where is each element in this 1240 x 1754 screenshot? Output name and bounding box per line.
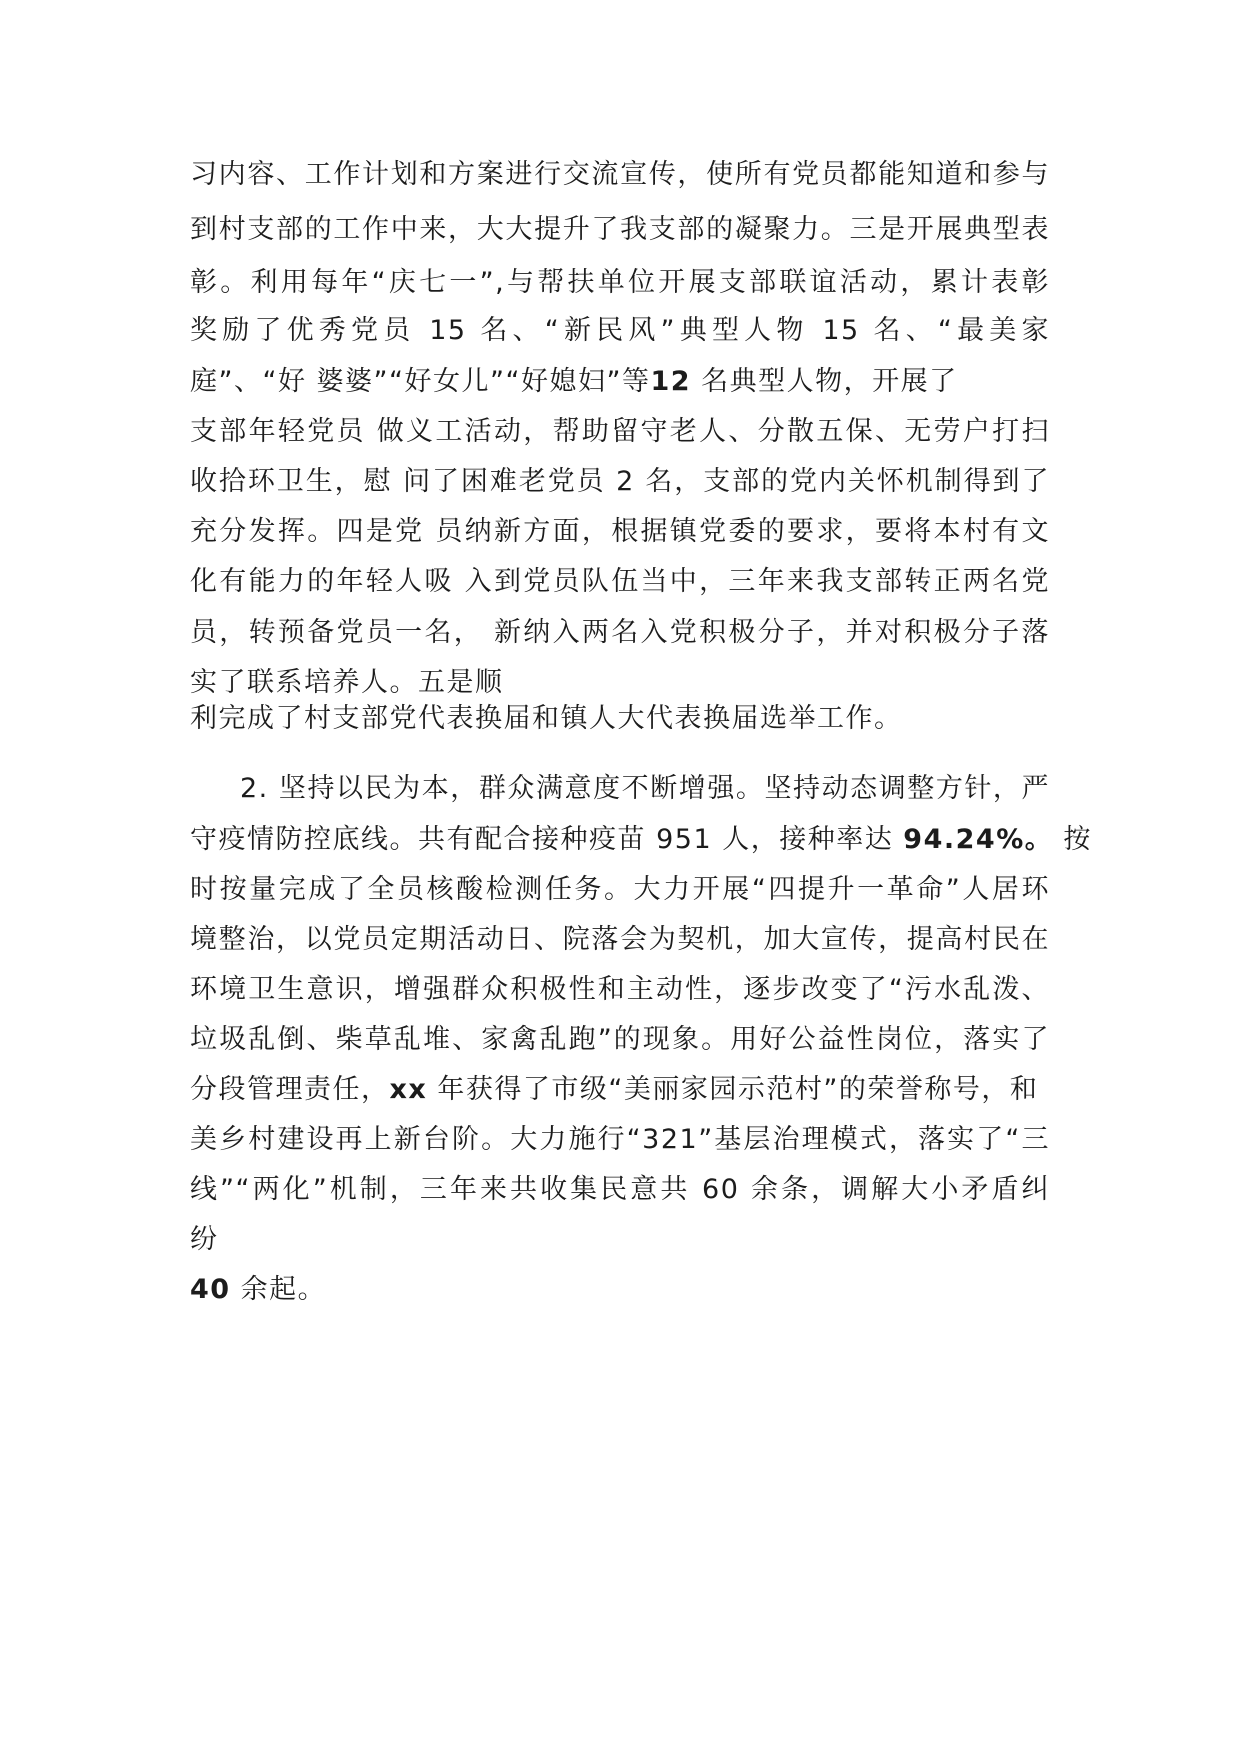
text-line: 实了联系培养人。五是顺 (190, 667, 504, 698)
text-line (190, 1073, 1050, 1107)
text-line: 环境卫生意识，增强群众积极性和主动性，逐步改变了“污水乱泼、 (190, 974, 1050, 1005)
text-run: 守疫情防控底线。共有配合接种疫苗 951 人，接种率达 (190, 824, 894, 855)
bold-number: 12 (650, 366, 692, 397)
text-run: 分段管理责任， (190, 1074, 390, 1105)
text-line: 员，转预备党员一名， 新纳入两名入党积极分子，并对积极分子落 (190, 617, 1050, 648)
text-line: 化有能力的年轻人吸 入到党员队伍当中，三年来我支部转正两名党 (190, 566, 1050, 597)
text-line: 纷 (190, 1224, 219, 1255)
text-line: 时按量完成了全员核酸检测任务。大力开展“四提升一革命”人居环 (190, 874, 1050, 905)
text-line: 垃圾乱倒、柴草乱堆、家禽乱跑”的现象。用好公益性岗位，落实了 (190, 1024, 1050, 1055)
text-run: 年获得了市级“美丽家园示范村”的荣誉称号，和 (427, 1074, 1039, 1105)
text-line: 线”“两化”机制，三年来共收集民意共 60 余条，调解大小矛盾纠 (190, 1174, 1050, 1205)
text-line: 彰。利用每年“庆七一”,与帮扶单位开展支部联谊活动，累计表彰 (190, 267, 1050, 298)
text-run: 按 (1053, 824, 1092, 855)
bold-percentage: 94.24%。 (903, 824, 1054, 855)
bold-text: xx (389, 1074, 428, 1105)
bold-number: 40 (190, 1274, 231, 1305)
text-line: 收拾环卫生，慰 问了困难老党员 2 名，支部的党内关怀机制得到了 (190, 466, 1050, 497)
text-line (190, 1273, 1050, 1307)
text-line: 美乡村建设再上新台阶。大力施行“321”基层治理模式，落实了“三 (190, 1124, 1050, 1155)
text-line: 奖励了优秀党员 15 名、“新民风”典型人物 15 名、“最美家 (190, 315, 1050, 346)
text-line: 充分发挥。四是党 员纳新方面，根据镇党委的要求，要将本村有文 (190, 516, 1050, 547)
text-run: 余起。 (230, 1274, 327, 1305)
text-run: 庭”、“好 婆婆”“好女儿”“好媳妇”等 (190, 366, 651, 397)
text-line: 利完成了村支部党代表换届和镇人大代表换届选举工作。 (190, 703, 903, 734)
text-run: 名典型人物，开展了 (691, 366, 958, 397)
text-line: 支部年轻党员 做义工活动，帮助留守老人、分散五保、无劳户打扫 (190, 416, 1050, 447)
text-line: 习内容、工作计划和方案进行交流宣传，使所有党员都能知道和参与 (190, 159, 1050, 190)
text-line: 境整治，以党员定期活动日、院落会为契机，加大宣传，提高村民在 (190, 924, 1050, 955)
text-line (190, 365, 1050, 399)
text-line (190, 823, 1092, 857)
text-line: 到村支部的工作中来，大大提升了我支部的凝聚力。三是开展典型表 (190, 214, 1050, 245)
paragraph-first-line: 2. 坚持以民为本，群众满意度不断增强。坚持动态调整方针，严 (240, 773, 1050, 804)
